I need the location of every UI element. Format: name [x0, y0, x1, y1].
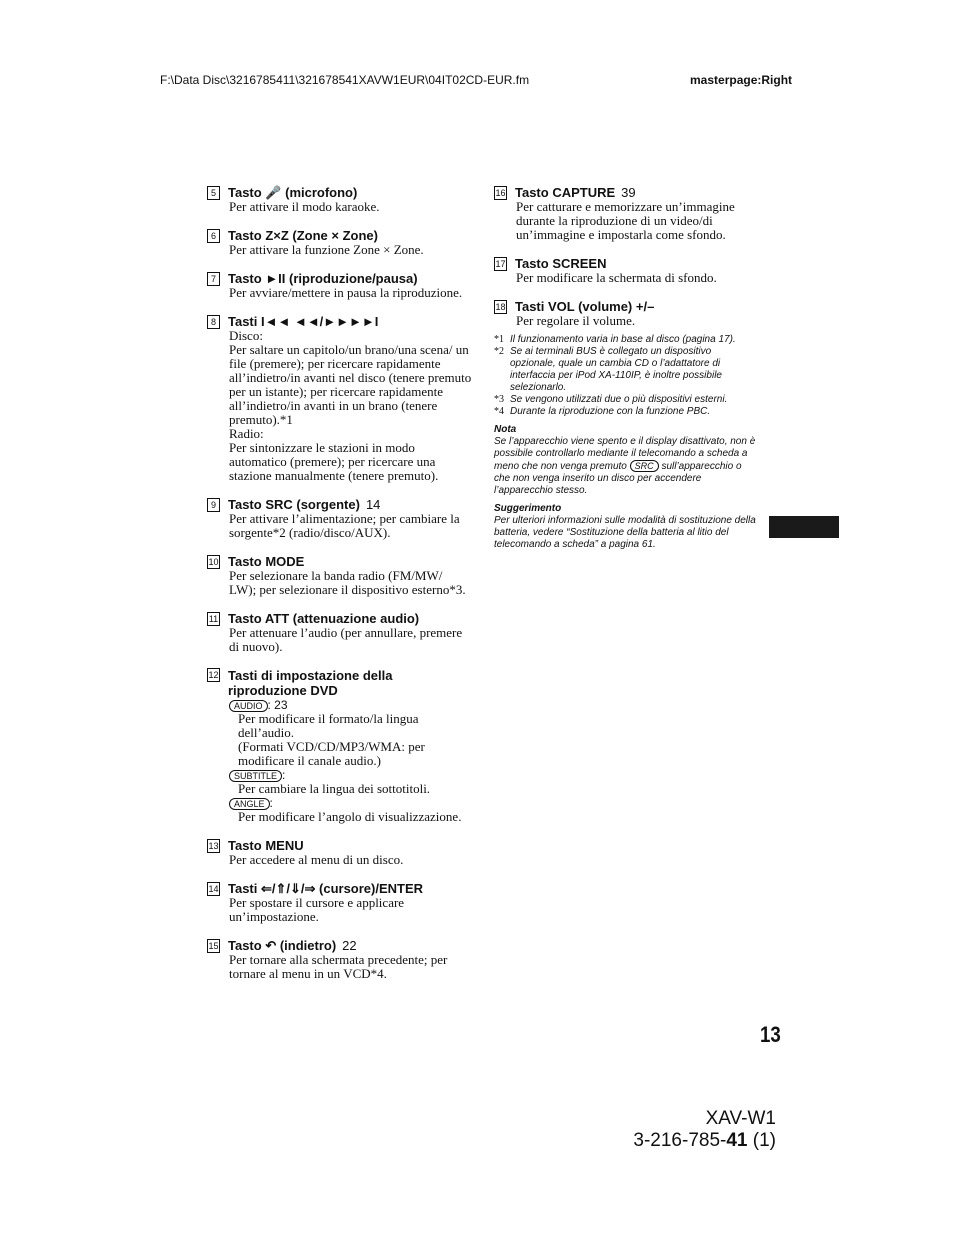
item-title: Tasti I◄◄ ◄◄/►►►►I	[228, 314, 379, 329]
item-capture	[494, 185, 759, 242]
model-code	[633, 1130, 776, 1152]
audio-key-label: AUDIO	[229, 700, 268, 712]
footnote-mark: *4	[494, 406, 504, 417]
item-number: 17	[495, 258, 506, 269]
item-cursor	[207, 881, 472, 924]
footnote	[494, 406, 759, 418]
src-key-label: SRC	[630, 460, 659, 472]
item-title: Tasto 🎤 (microfono)	[228, 185, 358, 200]
tip-title: Suggerimento	[494, 503, 562, 514]
item-description: Per modificare la schermata di sfondo.	[516, 270, 717, 285]
item-description: Per avviare/mettere in pausa la riproduzione.	[229, 285, 463, 300]
angle-key-label: ANGLE	[229, 798, 270, 810]
angle-suffix: :	[269, 796, 273, 810]
angle-description: Per modificare l’angolo di visualizzazione.	[238, 809, 462, 824]
item-description: Per attenuare l’audio (per annullare, premere di nuovo).	[229, 625, 463, 654]
item-number: 16	[495, 187, 506, 198]
page-number: 13	[760, 1022, 781, 1047]
footnote	[494, 346, 759, 394]
item-description: Per tornare alla schermata precedente; per tornare al menu in un VCD*4.	[229, 952, 448, 981]
tip-text: Per ulteriori informazioni sulle modalità di sostituzione della batteria, vedere “Sostituzione della batteria al litio del telecomando a scheda” a pagina 61.	[494, 515, 756, 550]
dvd-subtitle-row	[229, 768, 472, 782]
header-masterpage: masterpage:Right	[690, 73, 793, 87]
footnote-text: Se vengono utilizzati due o più dispositivi esterni.	[510, 394, 728, 405]
item-description: Per regolare il volume.	[516, 313, 636, 328]
subtitle-description: Per cambiare la lingua dei sottotitoli.	[238, 781, 431, 796]
dvd-audio-row	[229, 698, 472, 712]
footnotes	[494, 334, 759, 418]
footnote-mark: *1	[494, 334, 504, 345]
item-page-ref: 39	[621, 185, 636, 200]
item-title: Tasti di impostazione della riproduzione DVD	[228, 668, 393, 698]
item-page-ref: 22	[342, 938, 357, 953]
item-zone	[207, 228, 472, 257]
item-number: 11	[208, 613, 219, 624]
model-code-prefix: 3-216-785-	[633, 1130, 727, 1151]
model-code-suffix: (1)	[747, 1130, 776, 1151]
footnote-mark: *3	[494, 394, 504, 405]
item-number: 12	[208, 670, 219, 680]
item-number: 18	[495, 301, 506, 312]
dvd-angle-row	[229, 796, 472, 810]
header-file-path: F:\Data Disc\3216785411\321678541XAVW1EUR\04IT02CD-EUR.fm	[160, 73, 530, 87]
item-skip-seek	[207, 314, 472, 483]
item-title: Tasto MODE	[228, 554, 305, 569]
item-title: Tasto SRC (sorgente)	[228, 497, 360, 512]
model-name: XAV-W1	[705, 1108, 776, 1129]
footnote-text: Durante la riproduzione con la funzione PBC.	[510, 406, 711, 417]
item-description: Per selezionare la banda radio (FM/MW/ LW); per selezionare il dispositivo esterno*3.	[229, 568, 466, 597]
subtitle-key-label: SUBTITLE	[229, 770, 282, 782]
subtitle-suffix: :	[282, 768, 286, 782]
note-text	[494, 436, 759, 497]
footnote-text: Il funzionamento varia in base al disco (pagina 17).	[510, 334, 736, 345]
item-title: Tasto ►II (riproduzione/pausa)	[228, 271, 418, 286]
item-menu	[207, 838, 472, 867]
item-title: Tasto Z×Z (Zone × Zone)	[228, 228, 378, 243]
audio-suffix: : 23	[267, 698, 288, 712]
item-description: Per attivare il modo karaoke.	[229, 199, 380, 214]
item-description: Per attivare l’alimentazione; per cambiare la sorgente*2 (radio/disco/AUX).	[229, 511, 460, 540]
item-page-ref: 14	[365, 497, 381, 512]
item-dvd-settings	[207, 668, 472, 824]
audio-description: Per modificare il formato/la lingua dell’audio. (Formati VCD/CD/MP3/WMA: per modificare il canale audio.)	[238, 711, 425, 768]
footnote	[494, 394, 759, 406]
item-title: Tasti ⇐/⇑/⇓/⇒ (cursore)/ENTER	[228, 881, 424, 896]
item-title: Tasto ↶ (indietro)	[228, 938, 337, 953]
note-text-before: Se l’apparecchio viene spento e il display disattivato, non è possibile controllarlo mediante il telecomando a scheda a meno che non venga premuto	[494, 436, 756, 472]
item-title: Tasto ATT (attenuazione audio)	[228, 611, 420, 626]
note-title: Nota	[494, 424, 517, 435]
model-block	[633, 1108, 776, 1152]
item-volume	[494, 299, 759, 328]
item-description: Per attivare la funzione Zone × Zone.	[229, 242, 424, 257]
item-description: Per catturare e memorizzare un’immagine durante la riproduzione di un video/di un’immagine e impostarla come sfondo.	[516, 199, 735, 242]
item-title: Tasto MENU	[228, 838, 304, 853]
item-title: Tasto CAPTURE	[515, 185, 616, 200]
item-number: 9	[207, 498, 220, 512]
item-back	[207, 938, 472, 981]
item-number: 8	[207, 315, 220, 329]
item-number: 14	[208, 883, 219, 894]
item-mode	[207, 554, 472, 597]
item-number: 5	[207, 186, 220, 200]
left-column	[207, 185, 472, 995]
item-microphone	[207, 185, 472, 214]
item-src	[207, 497, 472, 540]
model-code-bold: 41	[726, 1130, 748, 1151]
item-att	[207, 611, 472, 654]
item-number: 13	[208, 840, 219, 851]
note-text-after: sull’apparecchio o che non venga inserito un disco per accendere l’apparecchio stesso.	[494, 461, 742, 496]
item-description: Per accedere al menu di un disco.	[229, 852, 404, 867]
item-number: 6	[207, 229, 220, 243]
footnote-mark: *2	[494, 346, 504, 357]
footnote	[494, 334, 759, 346]
item-number: 15	[208, 940, 219, 951]
item-title: Tasti VOL (volume) +/–	[515, 299, 655, 314]
item-play-pause	[207, 271, 472, 300]
footnote-text: Se ai terminali BUS è collegato un dispositivo opzionale, quale un cambia CD o l’adattatore di interfaccia per iPod XA-110IP, è inoltre possibile selezionarlo.	[510, 346, 722, 393]
right-column	[494, 185, 759, 551]
section-tab-marker	[769, 516, 839, 538]
item-title: Tasto SCREEN	[515, 256, 607, 271]
item-description: Disco: Per saltare un capitolo/un brano/una scena/ un file (premere); per ricercare rapidamente all’indietro/in avanti nel disco (tenere premuto per un istante); per ricercare rapidamente all’indietro/in avanti in un brano (tenere premuto).*1 Radio: Per sintonizzare le stazioni in modo automatico (premere); per ricercare una stazione manualmente (tenere premuto).	[229, 328, 472, 483]
item-number: 7	[207, 272, 220, 286]
item-number: 10	[208, 556, 219, 567]
item-screen	[494, 256, 759, 285]
item-description: Per spostare il cursore e applicare un’impostazione.	[229, 895, 405, 924]
